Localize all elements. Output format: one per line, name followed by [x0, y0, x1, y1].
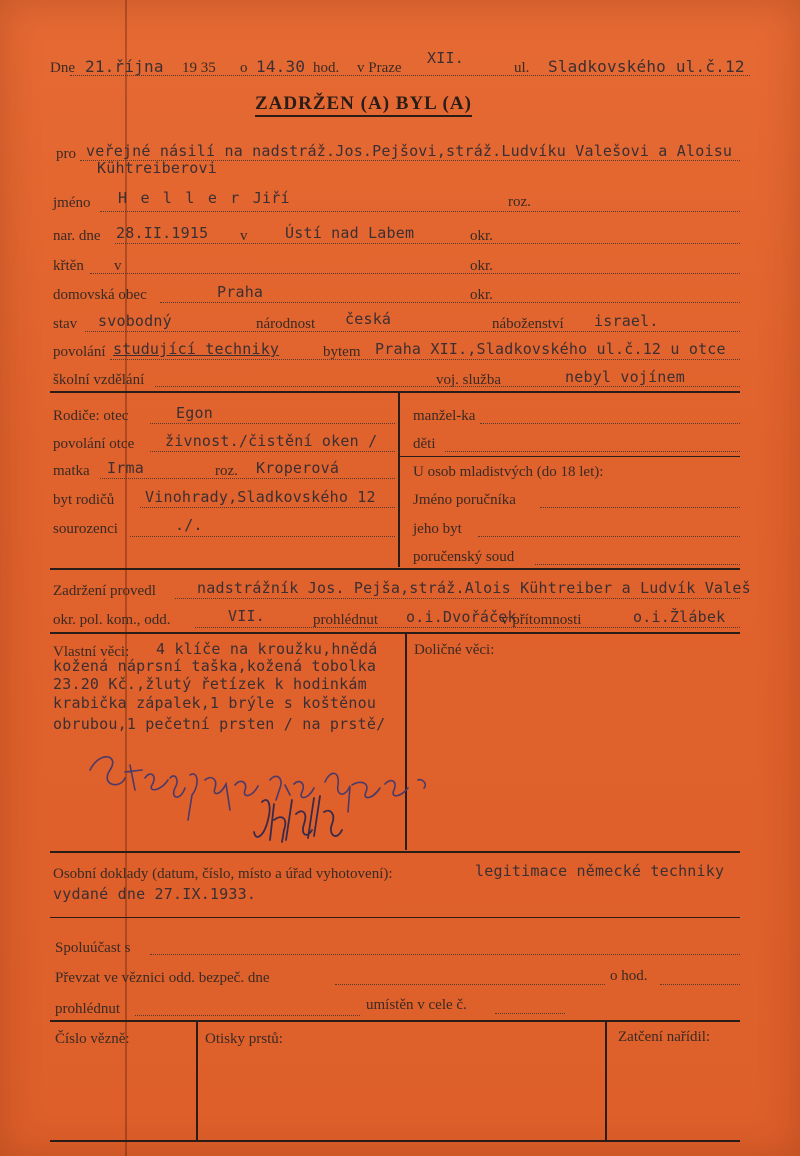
home-value: Praha — [217, 283, 264, 301]
roz-label: roz. — [508, 194, 531, 210]
year-label: 19 35 — [182, 60, 216, 76]
hour-line — [660, 984, 740, 985]
accomplice-label: Spoluúčast s — [55, 940, 131, 956]
office-value: VII. — [228, 607, 265, 625]
father-job-label: povolání otce — [53, 436, 135, 452]
time-suffix: hod. — [313, 60, 340, 76]
office-line — [195, 627, 740, 628]
born-place: Ústí nad Labem — [285, 224, 415, 242]
header-dotted-line — [70, 75, 750, 76]
stav-line — [85, 331, 740, 332]
school-line — [155, 386, 740, 387]
section-divider-6 — [50, 1140, 740, 1142]
baptized-line — [90, 273, 740, 274]
time-value: 14.30 — [256, 57, 306, 76]
nationality-value: česká — [345, 310, 392, 328]
section-divider-4 — [50, 851, 740, 853]
fingerprints-label: Otisky prstů: — [205, 1031, 283, 1047]
parents-residence-value: Vinohrady,Sladkovského 12 — [145, 488, 376, 506]
occupation-label: povolání — [53, 344, 106, 360]
date-value: 21.října — [85, 57, 164, 76]
home-label: domovská obec — [53, 287, 147, 303]
belongings-line4: krabička zápalek,1 brýle s koštěnou — [53, 694, 377, 712]
residence-label: bytem — [323, 344, 361, 360]
guardian-res-label: jeho byt — [413, 521, 462, 537]
children-label: děti — [413, 436, 436, 452]
parents-divider — [398, 393, 400, 567]
cell-line — [495, 1013, 565, 1014]
city-label: v Praze — [357, 60, 402, 76]
born-line — [115, 243, 740, 244]
section-divider-5 — [50, 1020, 740, 1022]
custody-inspected-line — [135, 1015, 360, 1016]
reason-label: pro — [56, 146, 76, 162]
prisoner-no-label: Číslo vězně: — [55, 1031, 130, 1047]
juvenile-label: U osob mladistvých (do 18 let): — [413, 464, 604, 480]
presence-value: o.i.Žlábek — [633, 608, 726, 626]
belongings-label: Vlastní věci: — [53, 644, 130, 660]
guardian-court-label: poručenský soud — [413, 549, 515, 565]
taken-line — [335, 984, 605, 985]
time-prefix: o — [240, 60, 248, 76]
father-label: Rodiče: otec — [53, 408, 129, 424]
reason-line — [80, 160, 740, 161]
belongings-line2: kožená náprsní taška,kožená tobolka — [53, 657, 377, 675]
parents-residence-label: byt rodičů — [53, 492, 115, 508]
cell-label: umístěn v cele č. — [366, 997, 467, 1013]
father-job-line — [150, 451, 395, 452]
custody-divider-1 — [196, 1021, 198, 1141]
mother-value: Irma — [107, 459, 144, 477]
parents-res-line — [140, 507, 395, 508]
residence-value: Praha XII.,Sladkovského ul.č.12 u otce — [375, 340, 726, 358]
baptized-in-label: v — [114, 258, 122, 274]
custody-inspected-label: prohlédnut — [55, 1001, 120, 1017]
documents-label: Osobní doklady (datum, číslo, místo a úřad vyhotovení): — [53, 866, 393, 882]
hour-label: o hod. — [610, 968, 648, 984]
juvenile-top — [398, 456, 740, 457]
documents-value1: legitimace německé techniky — [475, 862, 725, 880]
nationality-label: národnost — [256, 316, 316, 332]
section-divider-2 — [50, 568, 740, 570]
occupation-line — [110, 359, 740, 360]
office-label: okr. pol. kom., odd. — [53, 612, 171, 628]
home-line — [160, 302, 740, 303]
form-title: ZADRŽEN (A) BYL (A) — [255, 93, 472, 117]
signature — [250, 790, 350, 850]
documents-line — [50, 917, 740, 918]
documents-value2: vydané dne 27.IX.1933. — [53, 885, 257, 903]
arrested-by-value: nadstrážník Jos. Pejša,stráž.Alois Kühtreiber a Ludvík Valeš — [197, 579, 751, 597]
military-label: voj. služba — [436, 372, 501, 388]
custody-divider-2 — [605, 1021, 607, 1141]
guardian-court-line — [535, 564, 740, 565]
belongings-line5: obrubou,1 pečetní prsten / na prstě/ — [53, 715, 386, 733]
occupation-value: studující techniky — [113, 340, 280, 358]
guardian-res-line — [478, 536, 740, 537]
siblings-value: ./. — [175, 516, 203, 534]
father-line — [150, 423, 395, 424]
mother-roz-value: Kroperová — [256, 459, 340, 477]
siblings-label: sourozenci — [53, 521, 118, 537]
military-value: nebyl vojínem — [565, 368, 685, 386]
born-value: 28.II.1915 — [116, 224, 209, 242]
okr1-label: okr. — [470, 228, 493, 244]
street-label: ul. — [514, 60, 530, 76]
arrested-by-label: Zadržení provedl — [53, 583, 156, 599]
religion-value: israel. — [594, 312, 659, 330]
section-divider-3 — [50, 632, 740, 634]
accomplice-line — [150, 954, 740, 955]
district-value: XII. — [427, 49, 464, 67]
stav-value: svobodný — [98, 312, 172, 330]
spouse-label: manžel-ka — [413, 408, 476, 424]
religion-label: náboženství — [492, 316, 564, 332]
school-label: školní vzdělání — [53, 372, 145, 388]
inspected-value: o.i.Dvořáček — [406, 608, 517, 626]
presence-label: v přítomnosti — [501, 612, 582, 628]
evidence-label: Doličné věci: — [414, 642, 495, 658]
mother-line — [100, 478, 395, 479]
okr2-label: okr. — [470, 258, 493, 274]
taken-label: Převzat ve věznici odd. bezpeč. dne — [55, 970, 270, 986]
mother-label: matka — [53, 463, 90, 479]
dne-label: Dne — [50, 60, 75, 76]
father-job-value: živnost./čistění oken / — [165, 432, 378, 450]
ordered-by-label: Zatčení nařídil: — [618, 1029, 711, 1045]
section-divider-1 — [50, 391, 740, 393]
name-line — [100, 211, 740, 212]
okr3-label: okr. — [470, 287, 493, 303]
reason-line2: Kühtreiberovi — [97, 159, 217, 177]
siblings-line — [130, 536, 395, 537]
arrested-by-line — [175, 598, 740, 599]
baptized-label: křtěn — [53, 258, 84, 274]
guardian-label: Jméno poručníka — [413, 492, 516, 508]
belongings-line1: 4 klíče na kroužku,hnědá — [156, 640, 378, 658]
name-label: jméno — [53, 195, 91, 211]
born-label: nar. dne — [53, 228, 101, 244]
inspected-label: prohlédnut — [313, 612, 378, 628]
reason-line1: veřejné násilí na nadstráž.Jos.Pejšovi,stráž.Ludvíku Valešovi a Aloisu — [86, 142, 733, 160]
stav-label: stav — [53, 316, 78, 332]
guardian-line — [540, 507, 740, 508]
name-value: H e l l e r Jiří — [118, 189, 290, 207]
children-line — [445, 451, 740, 452]
street-value: Sladkovského ul.č.12 — [548, 57, 745, 76]
spouse-line — [480, 423, 740, 424]
mother-roz-label: roz. — [215, 463, 238, 479]
belongings-line3: 23.20 Kč.,žlutý řetízek k hodinkám — [53, 675, 367, 693]
father-value: Egon — [176, 404, 213, 422]
born-in-label: v — [240, 228, 248, 244]
